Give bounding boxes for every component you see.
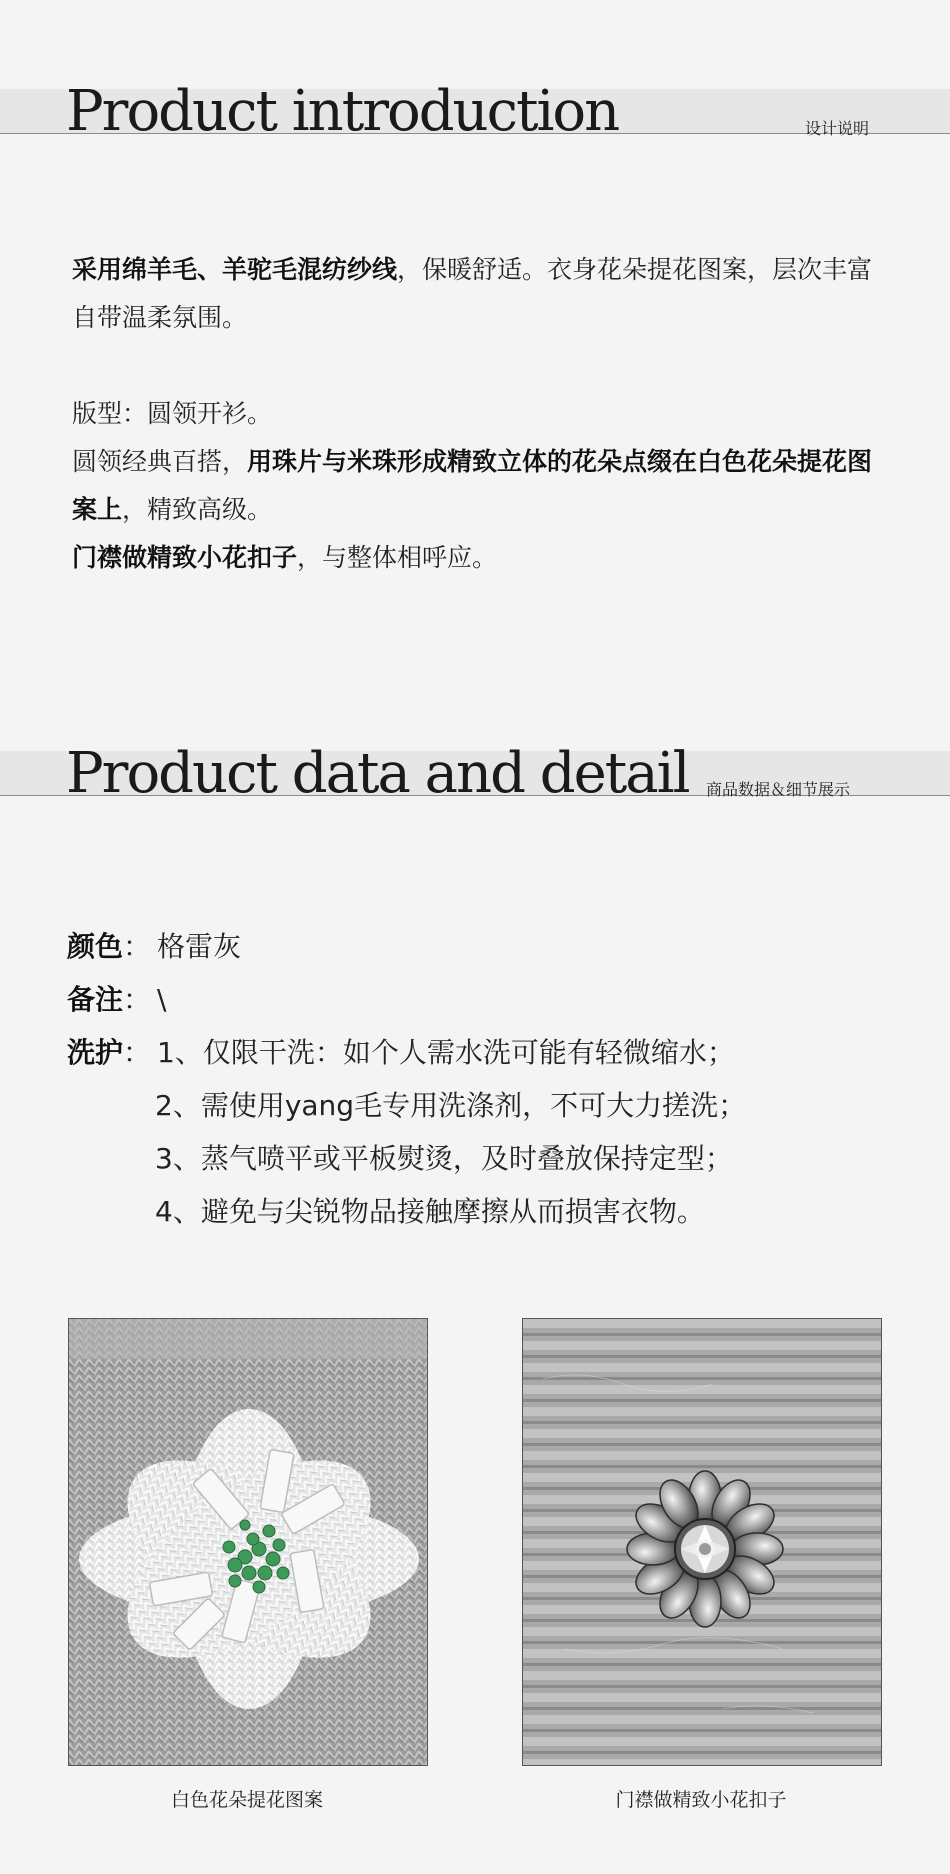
photo-caption-flower-jacquard: 白色花朵提花图案	[170, 1789, 323, 1811]
spec-color: 颜色 ： 格雷灰	[67, 920, 907, 973]
care-item: 4、避免与尖锐物品接触摩擦从而损害衣物。	[155, 1195, 705, 1228]
flower-button-icon	[523, 1319, 881, 1765]
spec-note-value: \	[157, 983, 167, 1016]
intro-paragraph-3: 圆领经典百搭，用珠片与米珠形成精致立体的花朵点缀在白色花朵提花图案上，精致高级。	[72, 447, 873, 524]
photo-caption-flower-button: 门襟做精致小花扣子	[615, 1789, 787, 1811]
care-item: 1、仅限干洗：如个人需水洗可能有轻微缩水；	[157, 1036, 735, 1069]
care-item: 2、需使用yang毛专用洗涤剂，不可大力搓洗；	[155, 1089, 747, 1122]
spec-note: 备注 ： \	[67, 973, 907, 1026]
flower-sequin-icon	[69, 1319, 427, 1765]
photo-flower-button	[522, 1318, 882, 1766]
intro-text	[72, 246, 892, 582]
intro-paragraph-1: 采用绵羊毛、羊驼毛混纺纱线，保暖舒适。衣身花朵提花图案，层次丰富自带温柔氛围。	[72, 255, 873, 332]
intro-paragraph-2: 版型：圆领开衫。	[72, 399, 273, 428]
intro-subtitle: 设计说明	[805, 119, 870, 138]
intro-paragraph-4: 门襟做精致小花扣子，与整体相呼应。	[72, 543, 498, 572]
detail-title: Product data and detail	[66, 741, 689, 806]
detail-subtitle: 商品数据＆细节展示	[706, 780, 851, 799]
intro-title: Product introduction	[66, 79, 619, 144]
spec-care: 洗护 ： 1、仅限干洗：如个人需水洗可能有轻微缩水；	[67, 1026, 907, 1079]
photo-flower-jacquard	[68, 1318, 428, 1766]
spec-color-value: 格雷灰	[157, 930, 242, 963]
care-item: 3、蒸气喷平或平板熨烫，及时叠放保持定型；	[155, 1142, 733, 1175]
product-specs	[67, 920, 907, 1238]
